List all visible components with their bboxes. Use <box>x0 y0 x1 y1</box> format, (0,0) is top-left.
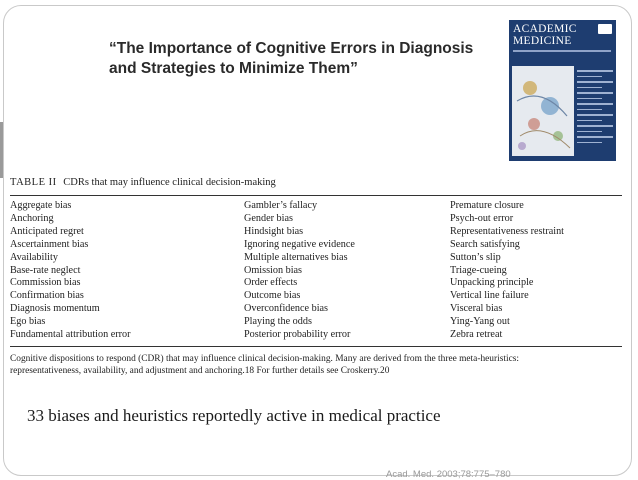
journal-logo-icon <box>598 24 612 34</box>
cover-divider <box>513 50 611 52</box>
cover-contents-list <box>577 70 613 147</box>
title-line-2: and Strategies to Minimize Them” <box>109 60 358 77</box>
table-cell: Posterior probability error <box>244 329 351 341</box>
journal-cover-image <box>509 20 616 161</box>
cover-artwork-graphic <box>512 66 574 156</box>
slide-caption: 33 biases and heuristics reportedly active in medical practice <box>27 406 441 425</box>
table-cell: Ascertainment bias <box>10 238 89 250</box>
table-cell: Overconfidence bias <box>244 303 329 315</box>
table-column-3 <box>450 200 622 342</box>
table-cell: Outcome bias <box>244 290 301 302</box>
table-cell: Omission bias <box>244 264 303 276</box>
journal-name-line-1: ACADEMIC <box>513 23 577 35</box>
journal-name-line-2: MEDICINE <box>513 35 572 47</box>
table-cell: Sutton’s slip <box>450 251 501 263</box>
slide-accent-bar <box>0 122 3 178</box>
table-cell: Hindsight bias <box>244 225 304 237</box>
table-cell: Premature closure <box>450 200 524 211</box>
table-cell: Ying-Yang out <box>450 316 510 328</box>
table-cell: Diagnosis momentum <box>10 303 100 315</box>
footnote-line-2: representativeness, availability, and adjustment and anchoring.18 For further details see Croskerry.20 <box>10 365 390 376</box>
table-cell: Gender bias <box>244 212 293 224</box>
table-body <box>10 196 622 346</box>
table-cell: Order effects <box>244 277 298 289</box>
table-cell: Anticipated regret <box>10 225 84 237</box>
table-cell: Search satisfying <box>450 238 520 250</box>
slide-title <box>109 39 499 79</box>
table-cell: Vertical line failure <box>450 290 529 302</box>
journal-name <box>513 23 591 47</box>
table-cell: Base-rate neglect <box>10 264 81 276</box>
table-cell: Ego bias <box>10 316 46 328</box>
table-footnote <box>10 353 622 377</box>
table-caption <box>10 176 622 189</box>
table-cell: Commission bias <box>10 277 81 289</box>
table-cell: Aggregate bias <box>10 200 72 211</box>
table-cell: Triage-cueing <box>450 264 507 276</box>
table-cell: Confirmation bias <box>10 290 84 302</box>
table-cell: Unpacking principle <box>450 277 534 289</box>
table-cell: Psych-out error <box>450 212 514 224</box>
table-cell: Fundamental attribution error <box>10 329 131 341</box>
table-cell: Playing the odds <box>244 316 312 328</box>
table-cell: Representativeness restraint <box>450 225 565 237</box>
table-cell: Visceral bias <box>450 303 503 315</box>
table-cell: Anchoring <box>10 212 54 224</box>
table-cell: Availability <box>10 251 58 263</box>
table-label: TABLE II <box>10 177 57 188</box>
citation-text: Acad. Med. 2003;78:775–780 <box>386 469 511 480</box>
table-caption-text: CDRs that may influence clinical decision-making <box>63 177 276 188</box>
table-cell: Ignoring negative evidence <box>244 238 355 250</box>
title-line-1: “The Importance of Cognitive Errors in Diagnosis <box>109 40 474 57</box>
footnote-line-1: Cognitive dispositions to respond (CDR) that may influence clinical decision-making. Many are derived from the three meta-heuristics: <box>10 353 519 364</box>
table-cell: Gambler’s fallacy <box>244 200 318 211</box>
table-bottom-rule <box>10 346 622 347</box>
table-cell: Multiple alternatives bias <box>244 251 348 263</box>
cdr-table <box>10 176 622 377</box>
table-cell: Zebra retreat <box>450 329 503 341</box>
cover-artwork <box>512 66 574 156</box>
table-column-2 <box>244 200 450 342</box>
table-column-1 <box>10 200 244 342</box>
